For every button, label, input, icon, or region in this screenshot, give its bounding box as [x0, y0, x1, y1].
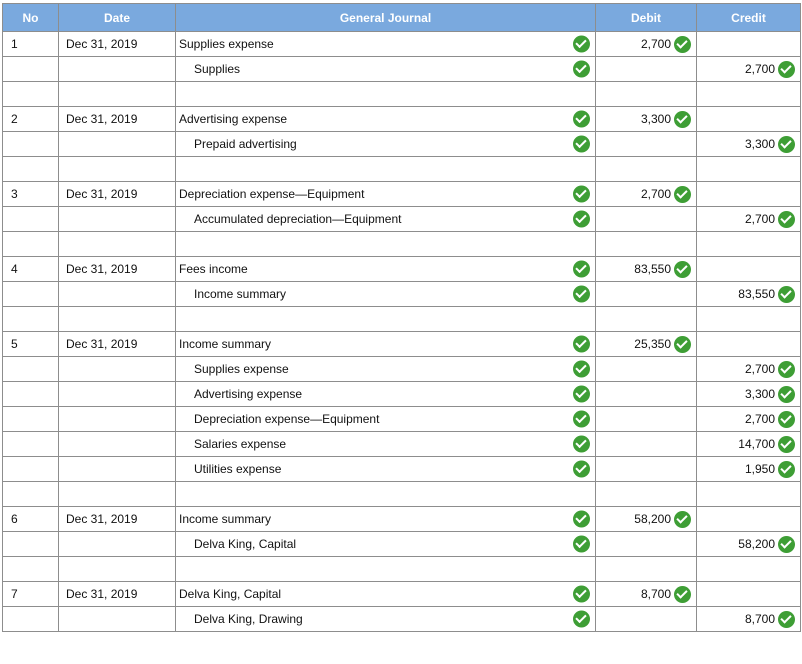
check-icon [778, 436, 795, 453]
blank-cell[interactable] [697, 157, 801, 182]
blank-row [3, 557, 801, 582]
blank-cell[interactable] [3, 482, 59, 507]
entry-number: 7 [3, 582, 59, 607]
account-name: Income summary [179, 337, 272, 351]
check-icon [573, 461, 590, 478]
blank-row [3, 307, 801, 332]
blank-row [3, 82, 801, 107]
entry-date[interactable] [59, 132, 176, 157]
credit-field[interactable] [697, 432, 801, 457]
debit-field[interactable] [596, 207, 697, 232]
account-field[interactable] [176, 32, 596, 57]
entry-number: 3 [3, 182, 59, 207]
entry-date[interactable] [59, 207, 176, 232]
debit-field[interactable] [596, 57, 697, 82]
check-icon [778, 211, 795, 228]
entry-number [3, 607, 59, 632]
header-date: Date [59, 4, 176, 32]
credit-field[interactable] [697, 382, 801, 407]
entry-date[interactable]: Dec 31, 2019 [59, 107, 176, 132]
debit-field[interactable] [596, 457, 697, 482]
credit-field[interactable] [697, 257, 801, 282]
journal-row [3, 407, 801, 432]
account-field[interactable] [176, 357, 596, 382]
header-no: No [3, 4, 59, 32]
blank-cell[interactable] [596, 557, 697, 582]
credit-amount: 8,700 [744, 612, 775, 626]
account-name: Delva King, Capital [179, 587, 282, 601]
check-icon [573, 111, 590, 128]
blank-cell[interactable] [176, 307, 596, 332]
blank-cell[interactable] [596, 482, 697, 507]
check-icon [674, 261, 691, 278]
entry-date[interactable]: Dec 31, 2019 [59, 507, 176, 532]
debit-amount: 2,700 [640, 187, 671, 201]
account-name: Income summary [179, 512, 272, 526]
check-icon [573, 361, 590, 378]
debit-amount: 25,350 [634, 337, 671, 351]
check-icon [573, 536, 590, 553]
credit-field[interactable] [697, 32, 801, 57]
debit-field[interactable] [596, 382, 697, 407]
journal-row [3, 532, 801, 557]
entry-number: 2 [3, 107, 59, 132]
debit-field[interactable] [596, 257, 697, 282]
entry-number: 1 [3, 32, 59, 57]
blank-cell[interactable] [697, 232, 801, 257]
journal-row [3, 182, 801, 207]
check-icon [674, 36, 691, 53]
account-name: Depreciation expense—Equipment [179, 187, 365, 201]
debit-field[interactable] [596, 607, 697, 632]
blank-cell[interactable] [3, 157, 59, 182]
debit-amount: 2,700 [640, 37, 671, 51]
entry-number [3, 357, 59, 382]
account-name: Supplies [194, 62, 241, 76]
debit-field[interactable] [596, 407, 697, 432]
account-field[interactable] [176, 432, 596, 457]
entry-date[interactable] [59, 282, 176, 307]
entry-number [3, 207, 59, 232]
header-row [3, 4, 801, 32]
entry-number [3, 282, 59, 307]
check-icon [573, 386, 590, 403]
account-name: Supplies expense [194, 362, 289, 376]
journal-row [3, 607, 801, 632]
entry-date[interactable]: Dec 31, 2019 [59, 582, 176, 607]
check-icon [778, 461, 795, 478]
debit-amount: 83,550 [634, 262, 671, 276]
debit-field[interactable] [596, 332, 697, 357]
check-icon [573, 511, 590, 528]
check-icon [573, 286, 590, 303]
entry-number [3, 382, 59, 407]
blank-cell[interactable] [596, 82, 697, 107]
blank-cell[interactable] [59, 557, 176, 582]
check-icon [573, 336, 590, 353]
journal-row [3, 582, 801, 607]
credit-field[interactable] [697, 132, 801, 157]
credit-field[interactable] [697, 182, 801, 207]
account-name: Delva King, Capital [194, 537, 297, 551]
credit-amount: 3,300 [744, 137, 775, 151]
blank-cell[interactable] [59, 232, 176, 257]
blank-cell[interactable] [176, 482, 596, 507]
entry-date[interactable] [59, 532, 176, 557]
account-field[interactable] [176, 507, 596, 532]
check-icon [778, 536, 795, 553]
check-icon [573, 436, 590, 453]
credit-field[interactable] [697, 357, 801, 382]
credit-field[interactable] [697, 407, 801, 432]
entry-date[interactable] [59, 382, 176, 407]
check-icon [573, 261, 590, 278]
blank-cell[interactable] [176, 82, 596, 107]
blank-cell[interactable] [3, 307, 59, 332]
debit-field[interactable] [596, 32, 697, 57]
check-icon [573, 61, 590, 78]
account-field[interactable] [176, 582, 596, 607]
blank-cell[interactable] [697, 482, 801, 507]
account-field[interactable] [176, 207, 596, 232]
entry-number [3, 432, 59, 457]
blank-cell[interactable] [596, 307, 697, 332]
entry-date[interactable] [59, 607, 176, 632]
account-name: Salaries expense [194, 437, 287, 451]
journal-row [3, 282, 801, 307]
journal-row [3, 57, 801, 82]
journal-row [3, 507, 801, 532]
debit-field[interactable] [596, 132, 697, 157]
entry-number [3, 57, 59, 82]
debit-amount: 8,700 [640, 587, 671, 601]
account-field[interactable] [176, 57, 596, 82]
check-icon [778, 386, 795, 403]
check-icon [778, 411, 795, 428]
journal-row [3, 132, 801, 157]
check-icon [573, 186, 590, 203]
blank-cell[interactable] [596, 232, 697, 257]
journal-row [3, 32, 801, 57]
blank-cell[interactable] [59, 82, 176, 107]
blank-cell[interactable] [697, 307, 801, 332]
journal-row [3, 457, 801, 482]
credit-field[interactable] [697, 607, 801, 632]
blank-cell[interactable] [3, 82, 59, 107]
credit-field[interactable] [697, 507, 801, 532]
debit-field[interactable] [596, 507, 697, 532]
credit-amount: 14,700 [738, 437, 775, 451]
account-field[interactable] [176, 532, 596, 557]
header-debit: Debit [596, 4, 697, 32]
debit-field[interactable] [596, 532, 697, 557]
journal-row [3, 357, 801, 382]
credit-field[interactable] [697, 332, 801, 357]
check-icon [778, 61, 795, 78]
blank-row [3, 232, 801, 257]
credit-field[interactable] [697, 107, 801, 132]
journal-row [3, 432, 801, 457]
journal-row [3, 257, 801, 282]
blank-row [3, 157, 801, 182]
account-name: Advertising expense [194, 387, 303, 401]
blank-cell[interactable] [596, 157, 697, 182]
check-icon [573, 36, 590, 53]
entry-number [3, 132, 59, 157]
debit-field[interactable] [596, 182, 697, 207]
blank-cell[interactable] [59, 157, 176, 182]
blank-cell[interactable] [176, 557, 596, 582]
blank-cell[interactable] [59, 482, 176, 507]
account-field[interactable] [176, 407, 596, 432]
credit-amount: 2,700 [744, 362, 775, 376]
journal-row [3, 107, 801, 132]
account-name: Supplies expense [179, 37, 274, 51]
blank-cell[interactable] [697, 557, 801, 582]
debit-amount: 58,200 [634, 512, 671, 526]
check-icon [778, 361, 795, 378]
check-icon [573, 586, 590, 603]
journal-row [3, 332, 801, 357]
blank-cell[interactable] [697, 82, 801, 107]
check-icon [573, 611, 590, 628]
entry-date[interactable] [59, 432, 176, 457]
general-journal-table [2, 3, 801, 632]
account-field[interactable] [176, 382, 596, 407]
entry-date[interactable] [59, 407, 176, 432]
entry-date[interactable]: Dec 31, 2019 [59, 182, 176, 207]
entry-date[interactable] [59, 357, 176, 382]
blank-cell[interactable] [176, 157, 596, 182]
check-icon [573, 411, 590, 428]
journal-body [3, 32, 801, 632]
check-icon [674, 111, 691, 128]
blank-cell[interactable] [3, 557, 59, 582]
account-field[interactable] [176, 282, 596, 307]
journal-row [3, 207, 801, 232]
check-icon [573, 211, 590, 228]
entry-number [3, 407, 59, 432]
credit-field[interactable] [697, 532, 801, 557]
header-credit: Credit [697, 4, 801, 32]
debit-field[interactable] [596, 107, 697, 132]
blank-cell[interactable] [176, 232, 596, 257]
check-icon [778, 611, 795, 628]
account-field[interactable] [176, 132, 596, 157]
entry-number: 4 [3, 257, 59, 282]
blank-cell[interactable] [3, 232, 59, 257]
check-icon [778, 136, 795, 153]
entry-date[interactable]: Dec 31, 2019 [59, 32, 176, 57]
check-icon [674, 511, 691, 528]
entry-number: 6 [3, 507, 59, 532]
credit-field[interactable] [697, 457, 801, 482]
debit-field[interactable] [596, 582, 697, 607]
check-icon [674, 186, 691, 203]
check-icon [573, 136, 590, 153]
account-name: Prepaid advertising [194, 137, 297, 151]
account-name: Income summary [194, 287, 287, 301]
credit-amount: 58,200 [738, 537, 775, 551]
credit-field[interactable] [697, 282, 801, 307]
account-field[interactable] [176, 607, 596, 632]
entry-number: 5 [3, 332, 59, 357]
account-name: Accumulated depreciation—Equipment [194, 212, 402, 226]
credit-field[interactable] [697, 57, 801, 82]
debit-field[interactable] [596, 282, 697, 307]
entry-number [3, 532, 59, 557]
account-field[interactable] [176, 457, 596, 482]
entry-date[interactable] [59, 457, 176, 482]
account-field[interactable] [176, 257, 596, 282]
account-field[interactable] [176, 107, 596, 132]
credit-amount: 2,700 [744, 212, 775, 226]
credit-amount: 1,950 [744, 462, 775, 476]
entry-number [3, 457, 59, 482]
credit-amount: 3,300 [744, 387, 775, 401]
account-name: Advertising expense [179, 112, 288, 126]
entry-date[interactable] [59, 57, 176, 82]
credit-field[interactable] [697, 207, 801, 232]
debit-field[interactable] [596, 357, 697, 382]
check-icon [674, 336, 691, 353]
credit-amount: 83,550 [738, 287, 775, 301]
check-icon [778, 286, 795, 303]
journal-row [3, 382, 801, 407]
debit-amount: 3,300 [640, 112, 671, 126]
blank-cell[interactable] [59, 307, 176, 332]
credit-field[interactable] [697, 582, 801, 607]
account-name: Delva King, Drawing [194, 612, 303, 626]
account-field[interactable] [176, 182, 596, 207]
account-name: Depreciation expense—Equipment [194, 412, 380, 426]
credit-amount: 2,700 [744, 412, 775, 426]
debit-field[interactable] [596, 432, 697, 457]
account-field[interactable] [176, 332, 596, 357]
entry-date[interactable]: Dec 31, 2019 [59, 332, 176, 357]
blank-row [3, 482, 801, 507]
header-general-journal: General Journal [176, 4, 596, 32]
account-name: Fees income [179, 262, 248, 276]
entry-date[interactable]: Dec 31, 2019 [59, 257, 176, 282]
check-icon [674, 586, 691, 603]
account-name: Utilities expense [194, 462, 282, 476]
credit-amount: 2,700 [744, 62, 775, 76]
